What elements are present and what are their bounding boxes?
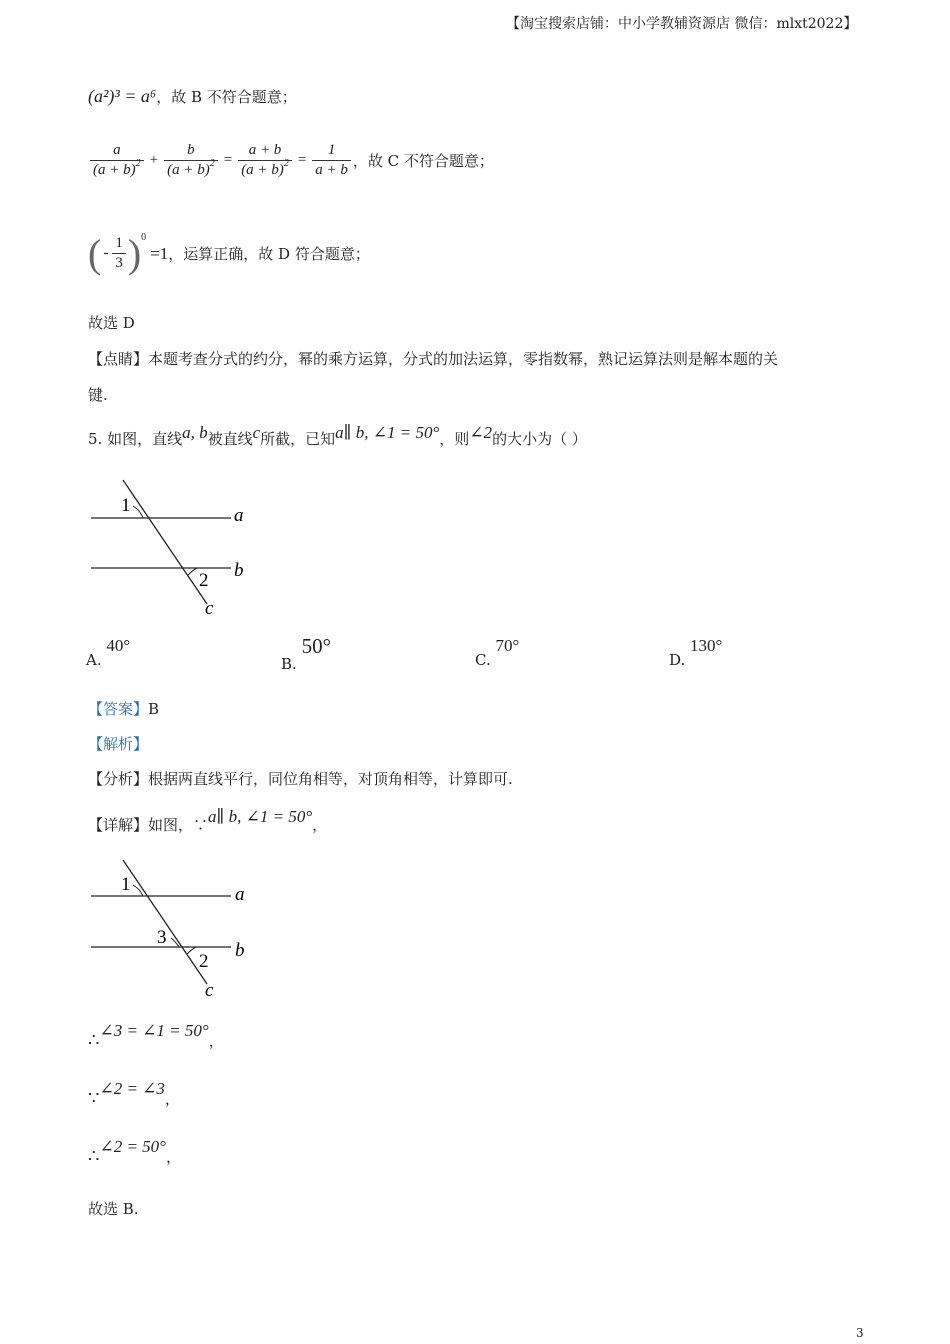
analysis-tag: 【解析】 <box>88 735 149 753</box>
fig1-label-b: b <box>234 560 244 581</box>
detail-label: 【详解】 <box>88 816 149 834</box>
option-a <box>86 636 131 669</box>
step-end: ， <box>208 1032 224 1050</box>
option-letter: B. <box>281 655 297 673</box>
option-d <box>669 636 723 669</box>
comment-tag: 【点睛】 <box>88 350 149 368</box>
solution-line-c: $\frac{a}{(a + b)^2}$ + $\frac{b}{(a + b)^2}$ = $\frac{a + b}{(a + b)^2}$ = $\frac{1}{a + b}$ ，故 C 不符合题意； <box>88 142 494 179</box>
option-value: 40° <box>106 636 131 655</box>
option-letter: A. <box>86 651 102 669</box>
q-text-2: 所截，已知 <box>260 430 336 448</box>
var-angle2: ∠2 <box>469 423 493 442</box>
q-text-1: 被直线 <box>207 430 253 448</box>
step-expr: ∠3 = ∠1 = 50° <box>99 1021 209 1040</box>
choose-b: 故选 B. <box>88 1200 139 1218</box>
detail-condition: a∥ b, ∠1 = 50° <box>208 807 313 826</box>
fraction-4: $\frac{1}{a + b}$ <box>312 142 351 179</box>
fig2-label-a: a <box>235 884 245 905</box>
therefore-symbol: ∴ <box>88 1146 100 1167</box>
var-c: c <box>252 423 261 442</box>
step-3 <box>88 1136 181 1167</box>
expr-b: (a²)³ = a⁶ <box>88 86 157 106</box>
detail-text: 如图，∵ <box>148 816 209 834</box>
fig2-label-1: 1 <box>121 874 131 895</box>
option-letter: D. <box>669 651 686 669</box>
detail <box>88 807 328 835</box>
solution-line-d: ( - $\frac{1}{3}$ ) 0 =1 ，运算正确，故 D 符合题意； <box>88 231 370 276</box>
analysis <box>88 768 513 789</box>
option-letter: C. <box>475 651 491 669</box>
analysis-label: 【分析】 <box>88 770 149 788</box>
comment-text: 本题考查分式的约分，幂的乘方运算，分式的加法运算，零指数幂，熟记运算法则是解本题的关 <box>148 350 779 368</box>
figure-parallel-lines <box>85 478 265 620</box>
fraction-1: $\frac{a}{(a + b)^2}$ <box>90 142 144 179</box>
line-d-text: ，运算正确，故 D 符合题意； <box>168 245 370 263</box>
q-text-3: ，则 <box>439 430 470 448</box>
step-2 <box>88 1078 180 1109</box>
given-condition: a∥ b, ∠1 = 50° <box>335 423 440 442</box>
fraction-one-third: $\frac{1}{3}$ <box>112 235 126 272</box>
var-ab: a, b <box>182 423 208 442</box>
question-number: 5. 如图，直线 <box>88 430 183 448</box>
answer-tag: 【答案】 <box>88 700 149 718</box>
answer <box>88 698 159 719</box>
fig1-label-a: a <box>234 505 244 526</box>
option-value: 130° <box>690 636 723 655</box>
line-c-text: ，故 C 不符合题意； <box>352 152 494 170</box>
choose-d: 故选 D <box>88 314 135 332</box>
line-b-text: ，故 B 不符合题意； <box>156 88 297 106</box>
fig2-label-c: c <box>205 980 214 1000</box>
fraction-3: $\frac{a + b}{(a + b)^2}$ <box>238 142 292 179</box>
step-end: ， <box>165 1148 181 1166</box>
fig2-label-2: 2 <box>199 951 209 972</box>
page-header: 【淘宝搜索店铺：中小学教辅资源店 微信：mlxt2022】 <box>506 16 858 32</box>
answer-value: B <box>148 700 160 718</box>
option-value: 70° <box>495 636 520 655</box>
option-value: 50° <box>301 634 331 658</box>
solution-line-b <box>88 86 297 107</box>
fig1-label-c: c <box>205 598 214 619</box>
because-symbol: ∵ <box>88 1088 100 1109</box>
page-number: 3 <box>856 1326 864 1340</box>
option-c <box>475 636 520 669</box>
step-1 <box>88 1020 224 1051</box>
comment <box>88 348 778 369</box>
fraction-2: $\frac{b}{(a + b)^2}$ <box>164 142 218 179</box>
comment-continued: 键. <box>88 386 108 404</box>
step-end: ， <box>164 1090 180 1108</box>
option-b <box>281 634 331 673</box>
step-expr: ∠2 = ∠3 <box>99 1079 165 1098</box>
q-text-4: 的大小为（ ） <box>492 430 587 448</box>
step-expr: ∠2 = 50° <box>99 1137 166 1156</box>
question-5 <box>88 423 587 449</box>
therefore-symbol: ∴ <box>88 1030 100 1051</box>
fig2-label-3: 3 <box>157 927 167 948</box>
fig2-label-b: b <box>235 940 245 961</box>
figure-parallel-lines-labeled <box>85 858 265 1000</box>
analysis-text: 根据两直线平行，同位角相等，对顶角相等，计算即可. <box>148 770 513 788</box>
detail-end: ， <box>312 816 328 834</box>
fig1-label-1: 1 <box>121 495 131 516</box>
fig1-label-2: 2 <box>199 570 209 591</box>
